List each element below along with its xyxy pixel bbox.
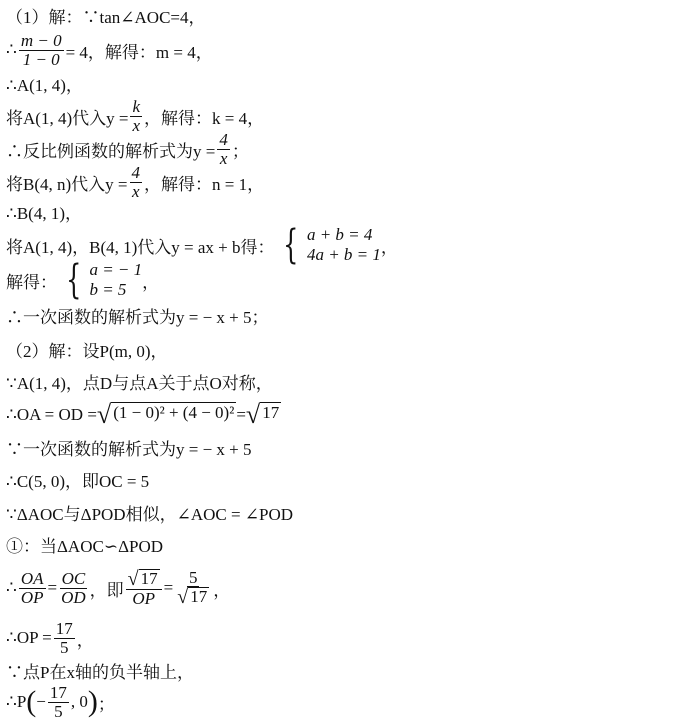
line-1: [6, 0, 206, 30]
line-20: [6, 655, 194, 685]
text: ，: [213, 580, 231, 600]
text: ，即: [89, 580, 124, 600]
sqrt: √ (1 − 0)² + (4 − 0)²: [96, 400, 235, 429]
line-21: [6, 682, 115, 722]
equation-system: a + b = 4 4a + b = 1: [306, 224, 381, 264]
text: ∴P: [6, 692, 27, 711]
text: ，: [380, 237, 398, 257]
fraction: 5 √ 17: [177, 567, 208, 609]
line-7: [6, 196, 82, 226]
text: ∵一次函数的解析式为y = − x + 5: [6, 439, 252, 459]
line-16: [6, 497, 293, 527]
text: ∴一次函数的解析式为y = − x + 5；: [6, 307, 269, 327]
line-19: [6, 618, 94, 658]
therefore: ∴: [6, 578, 17, 597]
text: ∴C(5, 0)，即OC = 5: [6, 471, 150, 491]
text: ∵A(1, 4)，点D与点A关于点O对称，: [6, 373, 273, 393]
line-11: [6, 334, 168, 364]
line-14: [6, 432, 252, 462]
fraction: $\frac{OA}{OP}$: [20, 568, 44, 607]
brace-icon: {: [66, 257, 82, 303]
text: 将A(1, 4)代入y =: [6, 108, 129, 128]
text: , 0: [70, 692, 88, 711]
line-10: [6, 300, 269, 330]
line-18: [6, 560, 230, 616]
text: （2）解：设P(m, 0)，: [6, 341, 168, 361]
line-17: [6, 529, 163, 559]
text: ，: [76, 630, 94, 650]
text: −: [36, 692, 46, 711]
text: ∴B(4, 1)，: [6, 203, 82, 223]
line-13: [6, 398, 281, 432]
text: ∴OP =: [6, 628, 52, 647]
fraction: √ 17 OP: [126, 569, 162, 608]
text: 将A(1, 4)，B(4, 1)代入y = ax + b得：: [6, 237, 275, 257]
text: ∴A(1, 4)，: [6, 75, 83, 95]
line-3: [6, 68, 83, 98]
text: =: [236, 405, 246, 424]
paren: (: [26, 685, 37, 718]
line-12: [6, 366, 273, 396]
text: ∵点P在x轴的负半轴上，: [6, 662, 194, 682]
fraction: $\frac{k}{x}$: [132, 96, 140, 135]
text: =: [163, 578, 174, 597]
fraction: $\frac{m - 0}{1 - 0}$: [20, 30, 62, 69]
text: ；: [97, 694, 115, 714]
fraction: $\frac{4}{x}$: [131, 162, 140, 201]
text: = 4，解得：m = 4，: [65, 42, 213, 62]
text: ①：当ΔAOC∽ΔPOD: [6, 536, 164, 556]
line-5: [6, 131, 249, 167]
text: ∴OA = OD =: [6, 405, 97, 424]
therefore: ∴: [6, 40, 17, 59]
text: ；: [231, 141, 249, 161]
sqrt: √ 17: [245, 400, 280, 429]
text: ∵ΔAOC与ΔPOD相似，∠AOC = ∠POD: [6, 504, 294, 524]
fraction: $\frac{OC}{OD}$: [61, 568, 86, 607]
brace-icon: {: [283, 222, 299, 268]
line-2: [6, 30, 213, 70]
text: ∴反比例函数的解析式为y =: [6, 141, 216, 161]
paren: ): [87, 685, 98, 718]
text: =: [47, 578, 58, 597]
line-4: [6, 98, 264, 134]
text: 解得：: [6, 272, 57, 292]
text: ，解得：n = 1，: [144, 174, 265, 194]
fraction: $\frac{4}{x}$: [219, 129, 228, 168]
text: ，解得：k = 4，: [143, 108, 265, 128]
fraction: $\frac{17}{5}$: [55, 618, 73, 657]
line-9: [6, 258, 159, 302]
line-15: [6, 464, 149, 494]
equation-system: a = − 1 b = 5: [89, 259, 143, 299]
fraction: $\frac{17}{5}$: [49, 682, 67, 721]
text: 将B(4, n)代入y =: [6, 174, 128, 194]
line-6: [6, 164, 264, 200]
text: ，: [142, 272, 160, 292]
text: （1）解：∵tan∠AOC=4，: [6, 7, 206, 27]
